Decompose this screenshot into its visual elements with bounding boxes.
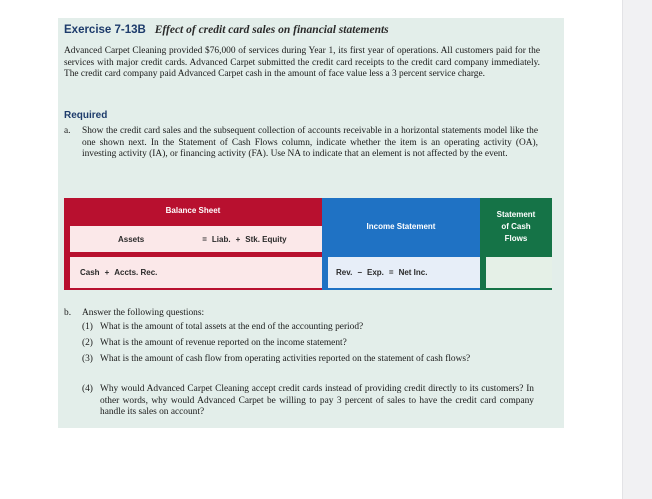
problem-statement: Advanced Carpet Cleaning provided $76,000 of services during Year 1, its first year of operations. All customers paid for the services with major credit cards. Advanced Carpet submitted the credit card receipts to the credit card company immediately. The credit card company paid Advanced Carpet cash in the amount of face value less a 3 percent service charge.	[64, 46, 540, 80]
question-3-text: What is the amount of cash flow from operating activities reported on the statement of cash flows?	[100, 354, 471, 364]
page-scrollbar[interactable]	[622, 0, 652, 499]
income-statement-row	[322, 255, 480, 290]
question-4	[82, 384, 534, 419]
balance-sheet-header: Balance Sheet	[64, 198, 322, 222]
liab-label: Liab.	[211, 234, 231, 244]
rev-label: Rev.	[336, 268, 353, 277]
cash-flows-row	[480, 255, 552, 290]
question-2-number: (2)	[82, 338, 93, 348]
question-4-number: (4)	[82, 384, 93, 394]
assets-label: Assets	[118, 234, 145, 244]
question-1-number: (1)	[82, 322, 93, 332]
question-1	[82, 322, 534, 334]
question-4-text: Why would Advanced Carpet Cleaning accept credit cards instead of providing credit directly to its customers? In other words, why would Advanced Carpet be willing to pay 3 percent of sales to have the credit card company handle its sales on account?	[100, 384, 534, 418]
income-statement-header: Income Statement	[322, 198, 480, 255]
part-b-letter: b.	[64, 308, 72, 318]
exercise-title	[64, 24, 389, 36]
question-1-text: What is the amount of total assets at the end of the accounting period?	[100, 322, 364, 332]
exp-label: Exp.	[366, 268, 384, 277]
cash-flows-cell	[486, 257, 552, 288]
part-a-letter: a.	[64, 126, 71, 136]
net-inc-label: Net Inc.	[398, 268, 428, 277]
equals-sign: =	[202, 234, 207, 244]
part-a-text: Show the credit card sales and the subsequent collection of accounts receivable in a horizontal statements model like the one shown next. In the Statement of Cash Flows column, indicate whether the item is an operating activity (OA), investing activity (IA), or financing activity (FA). Use NA to indicate that an element is not affected by the event.	[82, 126, 538, 160]
part-a	[64, 126, 538, 161]
cash-flows-line-2: of Cash	[501, 221, 531, 231]
plus-sign: +	[235, 234, 241, 244]
question-3	[82, 354, 534, 366]
balance-sheet-equation	[70, 226, 322, 252]
exercise-topic: Effect of credit card sales on financial statements	[154, 24, 389, 36]
cash-flows-line-3: Flows	[504, 233, 528, 243]
assets-breakdown	[70, 257, 322, 288]
cash-flows-header	[480, 198, 552, 255]
part-b	[64, 308, 538, 320]
required-heading: Required	[64, 110, 108, 121]
question-3-number: (3)	[82, 354, 93, 364]
stk-equity-label: Stk. Equity	[245, 234, 287, 244]
horizontal-statements-model	[64, 198, 552, 290]
accts-rec-label: Accts. Rec.	[114, 268, 158, 277]
equals-sign-2: =	[388, 268, 394, 277]
cash-flows-line-1: Statement	[496, 209, 536, 219]
question-2-text: What is the amount of revenue reported on the income statement?	[100, 338, 347, 348]
balance-sheet-row	[64, 255, 322, 290]
income-statement-equation	[328, 257, 480, 288]
exercise-number: Exercise 7-13B	[64, 24, 146, 36]
balance-sheet-subheader	[64, 222, 322, 255]
part-b-text: Answer the following questions:	[82, 308, 205, 318]
cash-label: Cash	[80, 268, 100, 277]
minus-sign: −	[357, 268, 362, 277]
plus-sign-2: +	[104, 268, 110, 277]
question-2	[82, 338, 534, 350]
